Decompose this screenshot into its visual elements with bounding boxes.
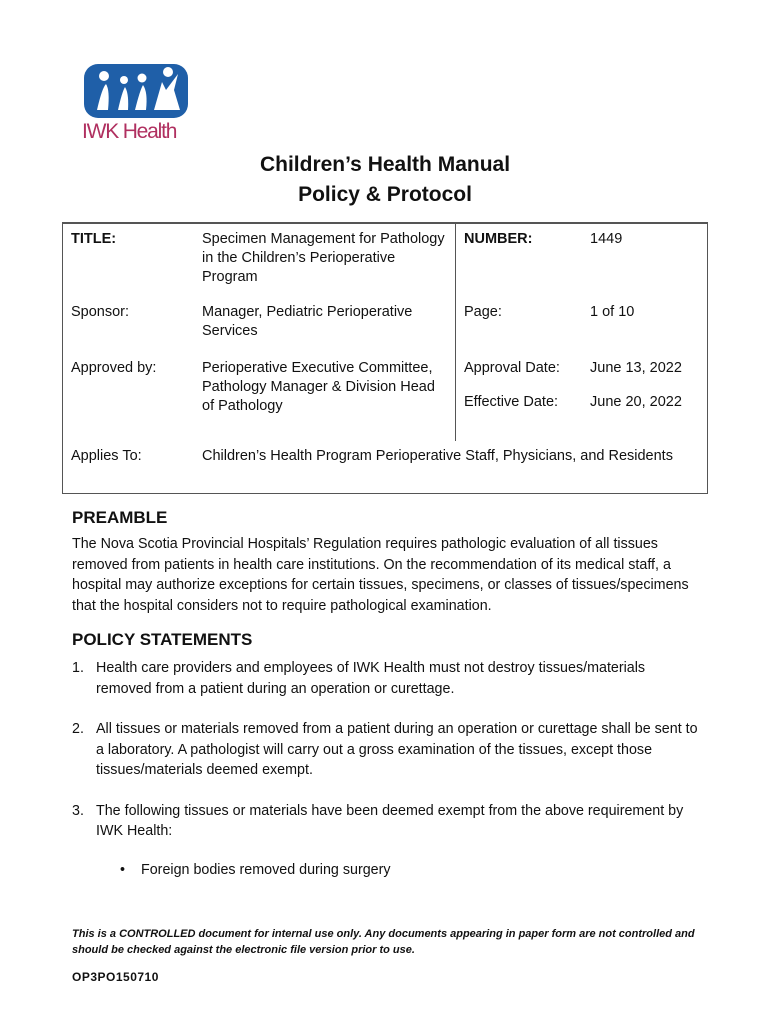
title-label: TITLE: (63, 223, 195, 297)
meta-row-sponsor (63, 297, 708, 353)
bullet-icon: • (120, 861, 126, 878)
approval-date-value: June 13, 2022 (590, 360, 682, 376)
policy-section (72, 630, 702, 878)
meta-row-title (63, 223, 708, 297)
policy-item-number: 3. (72, 802, 84, 819)
number-value: 1449 (582, 223, 708, 297)
policy-meta-table (62, 222, 708, 494)
policy-heading: POLICY STATEMENTS (72, 630, 253, 649)
approved-value: Perioperative Executive Committee, Pathology Manager & Division Head of Pathology (194, 353, 456, 441)
manual-title (0, 150, 770, 210)
sponsor-value: Manager, Pediatric Perioperative Services (194, 297, 456, 353)
preamble-text: The Nova Scotia Provincial Hospitals’ Regulation requires pathologic evaluation of all tissues removed from patients in health care institutions. On the recommendation of its medical staff, a hospital may authorize exceptions for certain tissues, specimens, or classes of tissues/specimens that the hospital considers not to require pathological examination. (72, 536, 689, 614)
policy-item-number: 1. (72, 660, 84, 676)
controlled-document-note: This is a CONTROLLED document for internal use only. Any documents appearing in paper form are not controlled and should be checked against the electronic file version prior to use. (72, 928, 695, 956)
page-label: Page: (464, 304, 502, 320)
dates-values (582, 353, 708, 441)
policy-item-text: All tissues or materials removed from a patient during an operation or curettage shall be sent to a laboratory. A pathologist will carry out a gross examination of the tissues, except those tissues/materials deemed exempt. (96, 721, 698, 778)
policy-item-number: 2. (72, 721, 84, 737)
sponsor-label: Sponsor: (63, 297, 195, 353)
policy-item (72, 658, 702, 699)
document-code: OP3PO150710 (72, 970, 159, 984)
policy-item-text: Health care providers and employees of IWK Health must not destroy tissues/materials removed from a patient during an operation or curettage. (96, 660, 646, 697)
policy-item-text: The following tissues or materials have been deemed exempt from the above requirement by IWK Health: (96, 802, 684, 839)
logo-wordmark: IWK Health (82, 120, 177, 143)
preamble-heading: PREAMBLE (72, 508, 168, 527)
applies-value: Children’s Health Program Perioperative Staff, Physicians, and Residents (194, 441, 708, 493)
approved-label: Approved by: (63, 353, 195, 441)
logo-figures-icon (82, 60, 190, 120)
exempt-list-item (72, 862, 702, 878)
manual-title-line2: Policy & Protocol (298, 183, 472, 206)
policy-list (72, 658, 702, 842)
approval-date-label: Approval Date: (464, 360, 560, 376)
preamble-section (72, 508, 702, 616)
meta-row-approved (63, 353, 708, 441)
iwk-logo (82, 60, 190, 146)
effective-date-label: Effective Date: (464, 394, 559, 410)
title-value: Specimen Management for Pathology in the Children’s Perioperative Program (194, 223, 456, 297)
applies-label: Applies To: (63, 441, 195, 493)
manual-title-line1: Children’s Health Manual (259, 153, 511, 176)
policy-item (72, 801, 702, 842)
policy-item (72, 719, 702, 781)
number-label: NUMBER: (456, 223, 583, 297)
page-value: 1 of 10 (582, 297, 708, 353)
exempt-item-text: Foreign bodies removed during surgery (141, 861, 391, 878)
meta-row-applies (63, 441, 708, 493)
dates-labels (456, 353, 583, 441)
exempt-list (72, 862, 702, 878)
effective-date-value: June 20, 2022 (590, 394, 682, 410)
